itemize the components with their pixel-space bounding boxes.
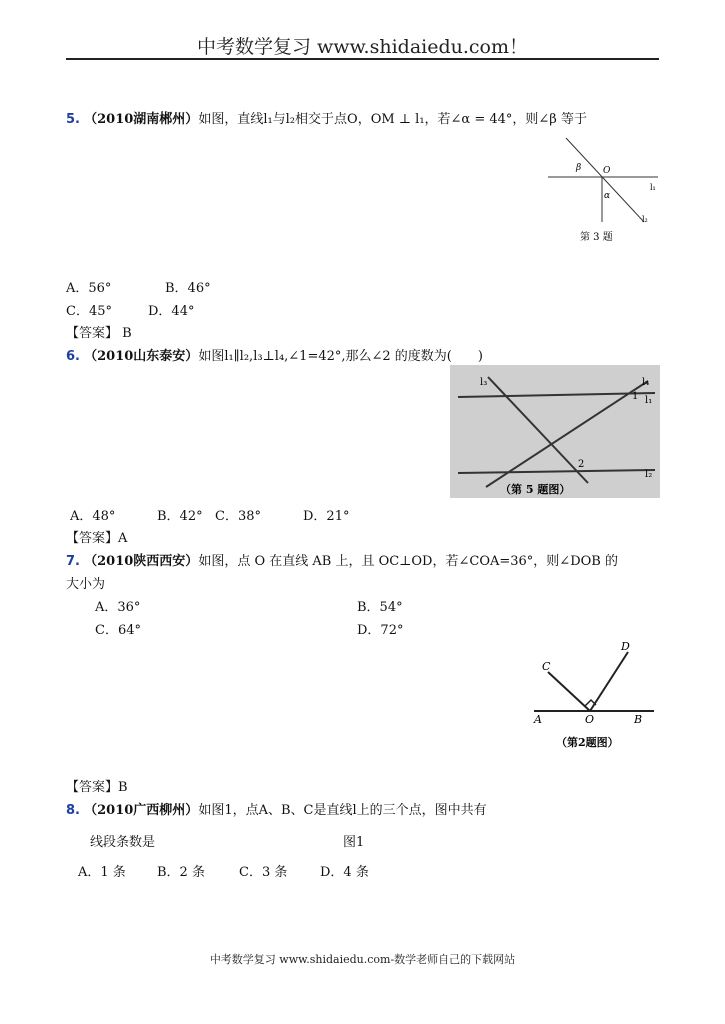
label-alpha: α [604, 191, 611, 201]
question-source: （2010湖南郴州） [84, 112, 199, 127]
header-divider [66, 58, 659, 60]
option-a: A．56° [66, 281, 112, 296]
answer-q7: 【答案】B [66, 780, 128, 795]
question-text: 如图，直线l₁与l₂相交于点O，OM ⊥ l₁，若∠α = 44°，则∠β 等于 [198, 112, 587, 127]
label-l3: l₃ [480, 377, 488, 388]
figure-q6 [450, 365, 660, 498]
option-d: D．4 条 [320, 865, 369, 880]
question-8-stem [66, 799, 487, 818]
label-b: B [634, 713, 643, 726]
figure-caption: 第 3 题 [580, 232, 613, 243]
label-o: O [603, 166, 611, 176]
option-b: B．54° [357, 600, 403, 615]
option-b: B．46° [165, 281, 211, 296]
option-b: B．42° [157, 509, 203, 524]
figure-label: 图1 [343, 835, 365, 850]
question-number: 6. [66, 349, 80, 364]
option-c: C．38° [215, 509, 261, 524]
option-a: A．1 条 [78, 865, 126, 880]
question-7-stem [66, 550, 618, 569]
question-8-text-line2: 线段条数是 [90, 835, 156, 850]
ray-oc [548, 672, 590, 711]
label-l1: l₁ [645, 395, 653, 406]
question-7-text-line2: 大小为 [66, 577, 106, 592]
question-text: 如图l₁∥l₂,l₃⊥l₄,∠1=42°,那么∠2 的度数为( ) [198, 349, 483, 364]
figure-caption: （第 5 题图） [500, 483, 571, 496]
option-d: D．44° [148, 304, 195, 319]
option-b: B．2 条 [157, 865, 205, 880]
question-source: （2010山东泰安） [84, 349, 199, 364]
question-source: （2010陕西西安） [84, 554, 199, 569]
question-text: 如图1，点A、B、C是直线l上的三个点，图中共有 [198, 803, 487, 818]
label-l2: l₂ [642, 215, 648, 224]
question-number: 5. [66, 112, 80, 127]
page-footer: 中考数学复习 www.shidaiedu.com-数学老师自己的下载网站 [209, 953, 516, 966]
answer-q6: 【答案】A [66, 531, 128, 546]
line-l2 [566, 138, 644, 222]
option-d: D．72° [357, 623, 404, 638]
label-a: A [534, 713, 542, 726]
label-angle-1: 1 [632, 391, 639, 402]
label-l1: l₁ [650, 183, 656, 192]
question-5-stem [66, 108, 587, 127]
option-c: C．3 条 [239, 865, 288, 880]
label-o: O [585, 713, 595, 726]
option-d: D．21° [303, 509, 350, 524]
label-c: C [542, 660, 551, 673]
figure-q5 [540, 130, 670, 250]
figure-q7 [528, 636, 658, 756]
label-d: D [621, 640, 630, 653]
label-l4: l₄ [642, 377, 650, 388]
label-angle-2: 2 [578, 459, 585, 470]
question-number: 8. [66, 803, 80, 818]
page-header: 中考数学复习 www.shidaiedu.com！ [196, 36, 529, 58]
answer-q5: 【答案】 B [66, 326, 132, 341]
ray-od [590, 652, 628, 711]
question-number: 7. [66, 554, 80, 569]
question-source: （2010广西柳州） [84, 803, 199, 818]
option-a: A．36° [95, 600, 141, 615]
label-beta: β [576, 163, 582, 173]
option-c: C．45° [66, 304, 112, 319]
option-a: A．48° [70, 509, 116, 524]
figure-caption: （第2题图） [556, 736, 619, 749]
label-l2: l₂ [645, 469, 653, 480]
question-6-stem [66, 345, 483, 364]
question-text: 如图，点 O 在直线 AB 上，且 OC⊥OD，若∠COA=36°，则∠DOB 的 [198, 554, 618, 569]
option-c: C．64° [95, 623, 141, 638]
